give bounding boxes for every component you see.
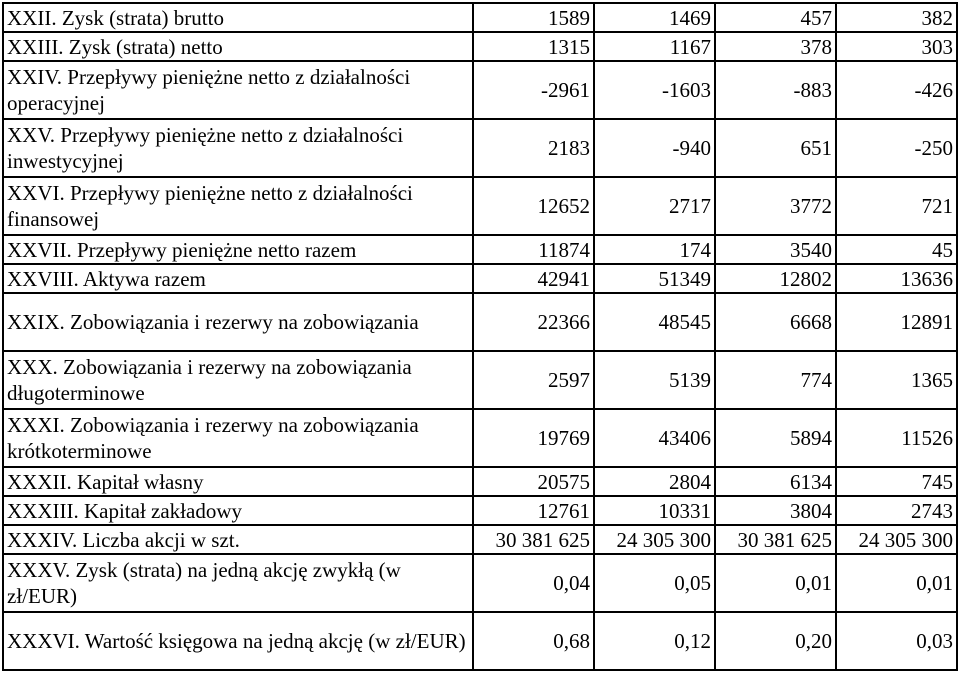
value-cell: 174 (594, 235, 715, 264)
value-cell: 382 (836, 3, 957, 32)
table-row (3, 119, 957, 177)
row-label: XXIV. Przepływy pieniężne netto z działalności operacyjnej (3, 61, 473, 119)
value-cell: 6668 (715, 293, 836, 351)
value-cell: -940 (594, 119, 715, 177)
table-row (3, 32, 957, 61)
table-row (3, 525, 957, 554)
table-body (3, 3, 957, 670)
value-cell: 2183 (473, 119, 594, 177)
value-cell: 12802 (715, 264, 836, 293)
value-cell: -426 (836, 61, 957, 119)
value-cell: 24 305 300 (594, 525, 715, 554)
value-cell: -2961 (473, 61, 594, 119)
value-cell: 2804 (594, 467, 715, 496)
value-cell: 22366 (473, 293, 594, 351)
value-cell: 457 (715, 3, 836, 32)
value-cell: 721 (836, 177, 957, 235)
table-row (3, 554, 957, 612)
value-cell: 0,04 (473, 554, 594, 612)
row-label: XXX. Zobowiązania i rezerwy na zobowiązania długoterminowe (3, 351, 473, 409)
row-label: XXXIII. Kapitał zakładowy (3, 496, 473, 525)
value-cell: 20575 (473, 467, 594, 496)
value-cell: 5894 (715, 409, 836, 467)
table-row (3, 3, 957, 32)
value-cell: 0,68 (473, 612, 594, 670)
row-label: XXXII. Kapitał własny (3, 467, 473, 496)
row-label: XXVII. Przepływy pieniężne netto razem (3, 235, 473, 264)
table-row (3, 496, 957, 525)
row-label: XXIII. Zysk (strata) netto (3, 32, 473, 61)
value-cell: 0,03 (836, 612, 957, 670)
value-cell: 1167 (594, 32, 715, 61)
value-cell: 30 381 625 (473, 525, 594, 554)
value-cell: 1469 (594, 3, 715, 32)
value-cell: 12652 (473, 177, 594, 235)
table-row (3, 409, 957, 467)
table-row (3, 467, 957, 496)
table-row (3, 612, 957, 670)
table-row (3, 177, 957, 235)
value-cell: 378 (715, 32, 836, 61)
value-cell: 0,01 (715, 554, 836, 612)
value-cell: 3804 (715, 496, 836, 525)
table-row (3, 293, 957, 351)
value-cell: 1365 (836, 351, 957, 409)
value-cell: 2717 (594, 177, 715, 235)
financial-data-table (2, 2, 958, 671)
value-cell: 1315 (473, 32, 594, 61)
value-cell: 0,05 (594, 554, 715, 612)
value-cell: 774 (715, 351, 836, 409)
row-label: XXII. Zysk (strata) brutto (3, 3, 473, 32)
row-label: XXVIII. Aktywa razem (3, 264, 473, 293)
value-cell: 3540 (715, 235, 836, 264)
value-cell: -1603 (594, 61, 715, 119)
row-label: XXXIV. Liczba akcji w szt. (3, 525, 473, 554)
value-cell: 11874 (473, 235, 594, 264)
value-cell: 19769 (473, 409, 594, 467)
value-cell: 30 381 625 (715, 525, 836, 554)
value-cell: 5139 (594, 351, 715, 409)
value-cell: 0,01 (836, 554, 957, 612)
value-cell: 12761 (473, 496, 594, 525)
row-label: XXXI. Zobowiązania i rezerwy na zobowiązania krótkoterminowe (3, 409, 473, 467)
value-cell: 43406 (594, 409, 715, 467)
table-row (3, 264, 957, 293)
value-cell: 2597 (473, 351, 594, 409)
value-cell: 45 (836, 235, 957, 264)
value-cell: 12891 (836, 293, 957, 351)
value-cell: 651 (715, 119, 836, 177)
value-cell: 42941 (473, 264, 594, 293)
table-row (3, 235, 957, 264)
table-row (3, 61, 957, 119)
value-cell: 6134 (715, 467, 836, 496)
value-cell: 2743 (836, 496, 957, 525)
row-label: XXXV. Zysk (strata) na jedną akcję zwykłą (w zł/EUR) (3, 554, 473, 612)
value-cell: 24 305 300 (836, 525, 957, 554)
row-label: XXIX. Zobowiązania i rezerwy na zobowiązania (3, 293, 473, 351)
value-cell: 745 (836, 467, 957, 496)
value-cell: 10331 (594, 496, 715, 525)
row-label: XXV. Przepływy pieniężne netto z działalności inwestycyjnej (3, 119, 473, 177)
row-label: XXXVI. Wartość księgowa na jedną akcję (w zł/EUR) (3, 612, 473, 670)
value-cell: 48545 (594, 293, 715, 351)
row-label: XXVI. Przepływy pieniężne netto z działalności finansowej (3, 177, 473, 235)
table-row (3, 351, 957, 409)
value-cell: -883 (715, 61, 836, 119)
value-cell: 3772 (715, 177, 836, 235)
value-cell: 13636 (836, 264, 957, 293)
value-cell: 11526 (836, 409, 957, 467)
value-cell: -250 (836, 119, 957, 177)
value-cell: 303 (836, 32, 957, 61)
value-cell: 0,12 (594, 612, 715, 670)
value-cell: 0,20 (715, 612, 836, 670)
value-cell: 1589 (473, 3, 594, 32)
value-cell: 51349 (594, 264, 715, 293)
